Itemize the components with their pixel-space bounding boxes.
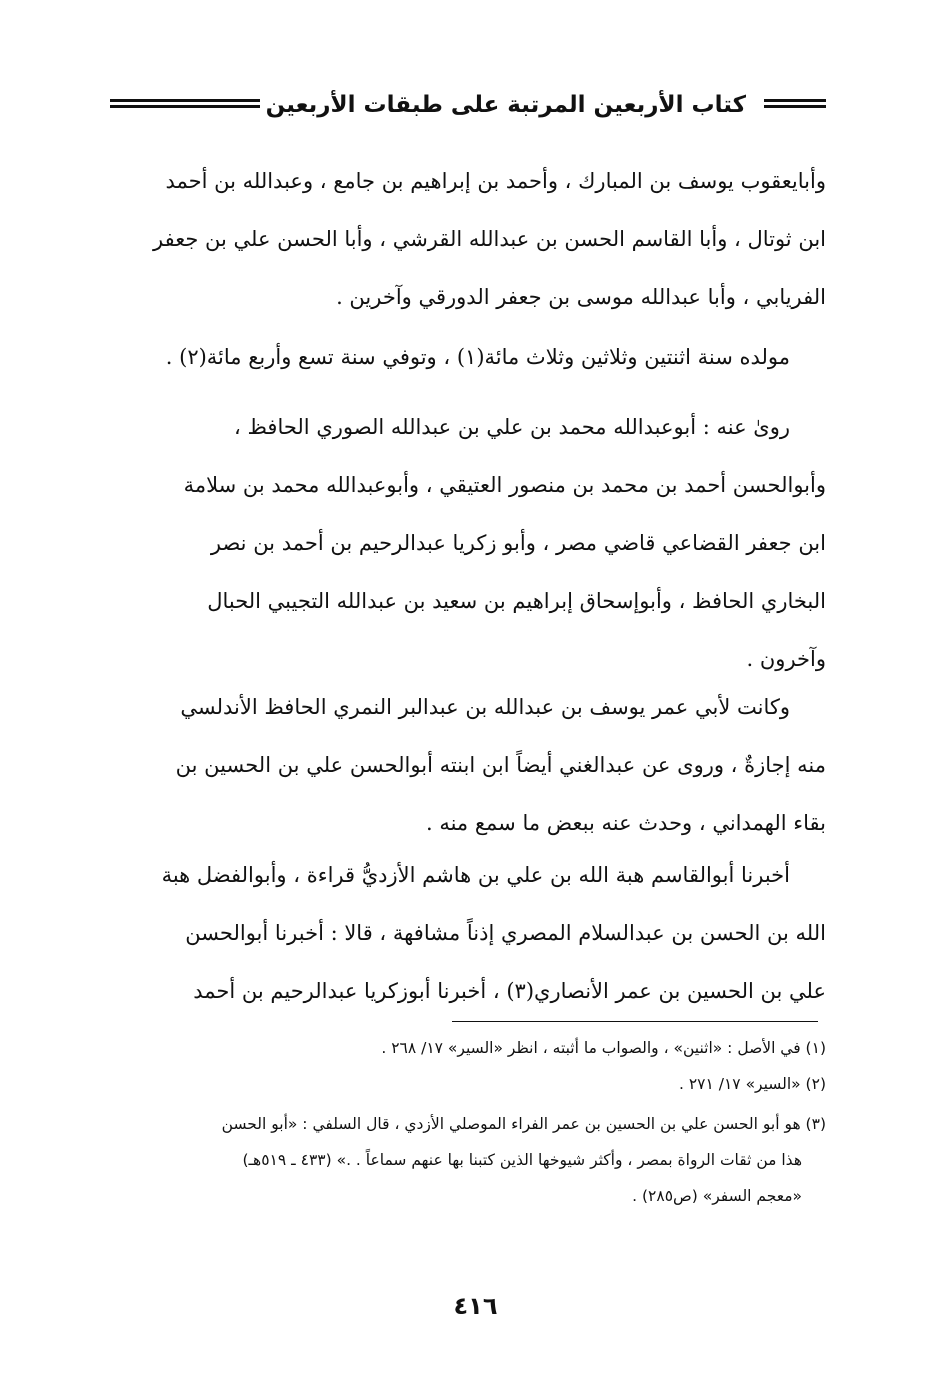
header-rule-left <box>110 99 260 108</box>
footnote-3: (٣) هو أبو الحسن علي بن الحسين بن عمر الفراء الموصلي الأزدي ، قال السلفي : «أبو الحسن <box>221 1115 826 1133</box>
text-line: منه إجازةٌ ، وروى عن عبدالغني أيضاً ابن ابنته أبوالحسن علي بن الحسين بن <box>175 753 826 777</box>
header-rule-right <box>764 99 826 108</box>
text-line: وآخرون . <box>746 647 826 671</box>
text-line: وأبوالحسن أحمد بن محمد بن منصور العتيقي ، وأبوعبدالله محمد بن سلامة <box>183 473 826 497</box>
text-line: مولده سنة اثنتين وثلاثين وثلاث مائة(١) ، وتوفي سنة تسع وأربع مائة(٢) . <box>165 345 790 369</box>
text-line: روىٰ عنه : أبوعبدالله محمد بن علي بن عبدالله الصوري الحافظ ، <box>234 415 790 439</box>
footnote-separator <box>452 1021 818 1022</box>
text-line: البخاري الحافظ ، وأبوإسحاق إبراهيم بن سعيد بن عبدالله التجيبي الحبال <box>207 589 826 613</box>
page-number: ٤١٦ <box>453 1292 498 1320</box>
footnote-2: (٢) «السير» ١٧/ ٢٧١ . <box>678 1075 826 1093</box>
text-line: ابن ثوتال ، وأبا القاسم الحسن بن عبدالله القرشي ، وأبا الحسن علي بن جعفر <box>153 227 826 251</box>
text-line: الفريابي ، وأبا عبدالله موسى بن جعفر الدورقي وآخرين . <box>336 285 826 309</box>
text-line: وكانت لأبي عمر يوسف بن عبدالله بن عبدالبر النمري الحافظ الأندلسي <box>180 695 790 719</box>
text-line: أخبرنا أبوالقاسم هبة الله بن علي بن هاشم الأزديُّ قراءة ، وأبوالفضل هبة <box>161 863 790 887</box>
text-line: علي بن الحسين بن عمر الأنصاري(٣) ، أخبرنا أبوزكريا عبدالرحيم بن أحمد <box>193 979 826 1003</box>
text-line: بقاء الهمداني ، وحدث عنه ببعض ما سمع منه . <box>425 811 826 835</box>
footnote-1: (١) في الأصل : «اثنين» ، والصواب ما أثبته ، انظر «السير» ١٧/ ٢٦٨ . <box>381 1039 826 1057</box>
footnote-3-continued: «معجم السفر» (ص٢٨٥) . <box>632 1187 802 1205</box>
running-header <box>110 86 826 126</box>
header-title: كتاب الأربعين المرتبة على طبقات الأربعين <box>265 92 746 118</box>
text-line: الله بن الحسن بن عبدالسلام المصري إذناً مشافهة ، قالا : أخبرنا أبوالحسن <box>185 921 826 945</box>
text-line: وأبايعقوب يوسف بن المبارك ، وأحمد بن إبراهيم بن جامع ، وعبدالله بن أحمد <box>165 169 826 193</box>
text-line: ابن جعفر القضاعي قاضي مصر ، وأبو زكريا عبدالرحيم بن أحمد بن نصر <box>210 531 826 555</box>
footnote-3-continued: هذا من ثقات الرواة بمصر ، وأكثر شيوخها الذين كتبنا بها عنهم سماعاً . .» (٤٣٣ ـ ٥١٩هـ) <box>242 1151 802 1169</box>
